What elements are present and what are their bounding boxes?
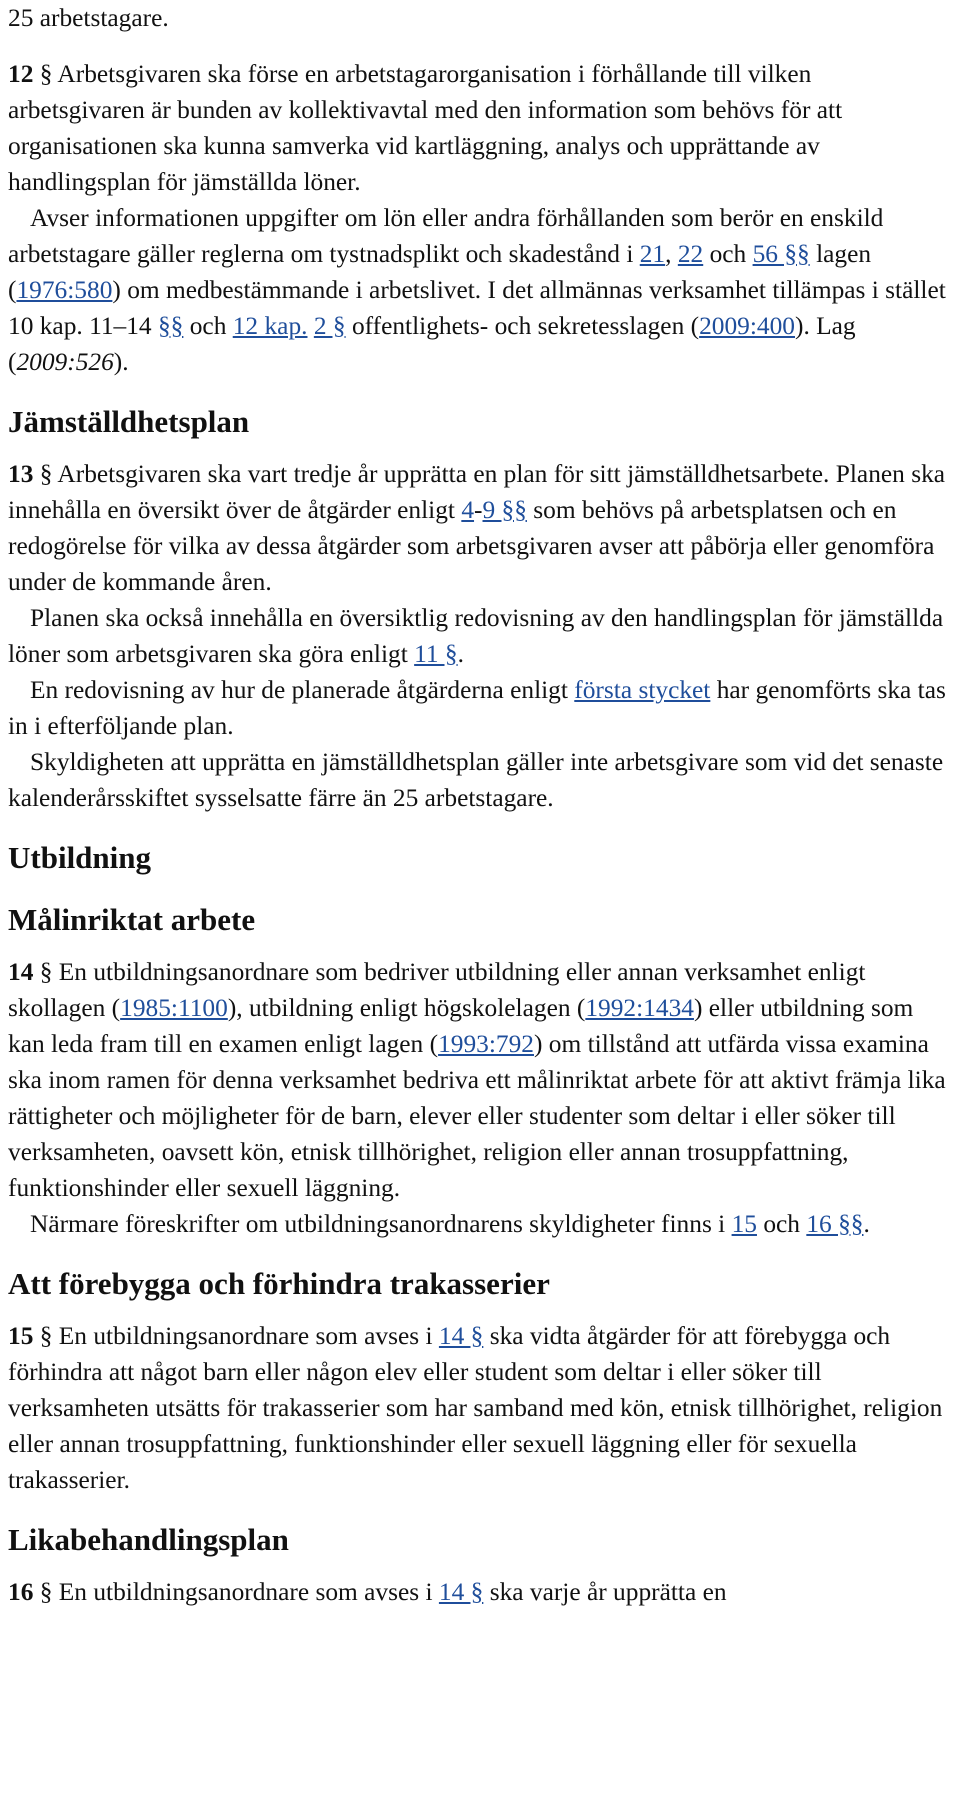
intro-fragment: 25 arbetstagare. bbox=[8, 4, 169, 32]
section-12-para-1: 12 § Arbetsgivaren ska förse en arbetstagarorganisation i förhållande till vilken arbetsgivaren är bunden av kollektivavtal med den information som behövs för att organisationen ska kunna samverka vid kartläggning, analys och upprättande av handlingsplan för jämställda löner. bbox=[8, 60, 843, 196]
link-4[interactable]: 4 bbox=[461, 496, 475, 524]
link-2009-400[interactable]: 2009:400 bbox=[699, 312, 795, 340]
link-forsta-stycket[interactable]: första stycket bbox=[574, 676, 711, 704]
link-15[interactable]: 15 bbox=[731, 1210, 757, 1238]
paragraph-sign: § bbox=[39, 1322, 53, 1350]
section-number: 12 bbox=[8, 60, 34, 88]
lag-reference: 2009:526 bbox=[16, 348, 114, 376]
section-13-para-3: En redovisning av hur de planerade åtgärderna enligt första stycket har genomförts ska tas in i efterföljande plan. bbox=[8, 676, 946, 740]
link-14[interactable]: 14 § bbox=[438, 1578, 484, 1606]
link-21[interactable]: 21 bbox=[639, 240, 666, 268]
section-number: 14 bbox=[8, 958, 34, 986]
link-22[interactable]: 22 bbox=[677, 240, 704, 268]
section-15-para-1: 15 § En utbildningsanordnare som avses i 14 § ska vidta åtgärder för att förebygga och förhindra att något barn eller någon elev eller student som deltar i eller söker till verksamheten utsätts för trakasserier som har samband med kön, etnisk tillhörighet, religion eller annan trosuppfattning, funktionshinder eller sexuell läggning eller för sexuella trakasserier. bbox=[8, 1322, 943, 1494]
link-1976-580[interactable]: 1976:580 bbox=[16, 276, 113, 304]
heading-malinriktat-arbete: Målinriktat arbete bbox=[8, 902, 256, 937]
link-16[interactable]: 16 §§ bbox=[806, 1210, 864, 1238]
paragraph-sign: § bbox=[39, 1578, 53, 1606]
section-12-para-2: Avser informationen uppgifter om lön eller andra förhållanden som berör en enskild arbetstagare gäller reglerna om tystnadsplikt och skadestånd i 21, 22 och 56 §§ lagen (1976:580) om medbestämmande i arbetslivet. I det allmännas verksamhet tillämpas i stället 10 kap. 11–14 §§ och 12 kap. 2 § offentlighets- och sekretesslagen (2009:400). Lag (2009:526). bbox=[8, 204, 946, 376]
section-number: 13 bbox=[8, 460, 34, 488]
link-2[interactable]: 2 § bbox=[313, 312, 346, 340]
link-1985-1100[interactable]: 1985:1100 bbox=[120, 994, 228, 1022]
paragraph-sign: § bbox=[39, 60, 53, 88]
section-number: 16 bbox=[8, 1578, 34, 1606]
section-13-para-1: 13 § Arbetsgivaren ska vart tredje år upprätta en plan för sitt jämställdhetsarbete. Planen ska innehålla en översikt över de åtgärder enligt 4-9 §§ som behövs på arbetsplatsen och en redogörelse för vilka av dessa åtgärder som arbetsgivaren avser att påbörja eller genomföra under de kommande åren. bbox=[8, 460, 946, 596]
section-13-para-2: Planen ska också innehålla en översiktlig redovisning av den handlingsplan för jämställda löner som arbetsgivaren ska göra enligt 11 §. bbox=[8, 604, 944, 668]
heading-utbildning: Utbildning bbox=[8, 840, 152, 875]
heading-trakasserier: Att förebygga och förhindra trakasserier bbox=[8, 1266, 550, 1301]
heading-likabehandlingsplan: Likabehandlingsplan bbox=[8, 1522, 289, 1557]
link-paragraphs[interactable]: §§ bbox=[157, 312, 184, 340]
link-56[interactable]: 56 §§ bbox=[752, 240, 810, 268]
section-number: 15 bbox=[8, 1322, 34, 1350]
link-11[interactable]: 11 § bbox=[414, 640, 458, 668]
link-14[interactable]: 14 § bbox=[438, 1322, 484, 1350]
section-14-para-2: Närmare föreskrifter om utbildningsanordnarens skyldigheter finns i 15 och 16 §§. bbox=[30, 1210, 870, 1238]
paragraph-sign: § bbox=[39, 958, 53, 986]
link-1993-792[interactable]: 1993:792 bbox=[438, 1030, 534, 1058]
section-13-para-4: Skyldigheten att upprätta en jämställdhetsplan gäller inte arbetsgivare som vid det senaste kalenderårsskiftet sysselsatte färre än 25 arbetstagare. bbox=[8, 748, 944, 812]
link-1992-1434[interactable]: 1992:1434 bbox=[585, 994, 694, 1022]
link-12-kap[interactable]: 12 kap. bbox=[232, 312, 308, 340]
heading-jamstalldhetsplan: Jämställdhetsplan bbox=[8, 404, 250, 439]
paragraph-sign: § bbox=[39, 460, 53, 488]
section-16-para-1: 16 § En utbildningsanordnare som avses i 14 § ska varje år upprätta en bbox=[8, 1578, 727, 1606]
link-9[interactable]: 9 §§ bbox=[482, 496, 527, 524]
section-14-para-1: 14 § En utbildningsanordnare som bedriver utbildning eller annan verksamhet enligt skollagen (1985:1100), utbildning enligt högskolelagen (1992:1434) eller utbildning som kan leda fram till en examen enligt lagen (1993:792) om tillstånd att utfärda vissa examina ska inom ramen för denna verksamhet bedriva ett målinriktat arbete för att aktivt främja lika rättigheter och möjligheter för de barn, elever eller studenter som deltar i eller söker till verksamheten, oavsett kön, etnisk tillhörighet, religion eller annan trosuppfattning, funktionshinder eller sexuell läggning. bbox=[8, 958, 946, 1202]
